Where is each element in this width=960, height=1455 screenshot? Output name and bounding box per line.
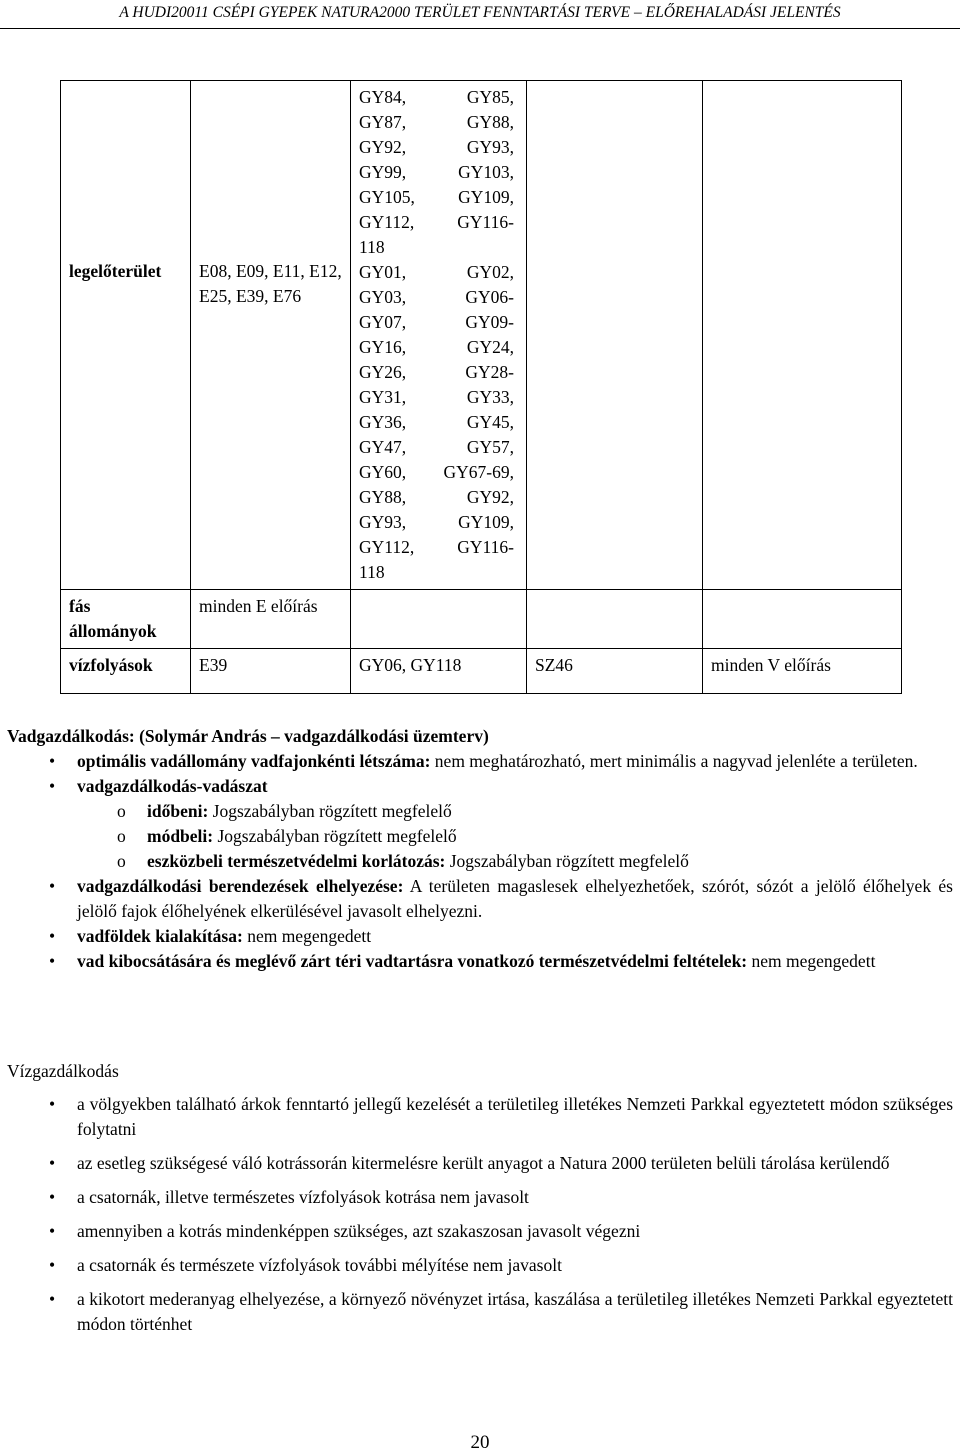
gy-legelo-row [359, 310, 514, 335]
vad-s2-text: Jogszabályban rögzített megfelelő [213, 826, 457, 846]
vad-sub-1 [7, 799, 953, 824]
gy-top-code: GY93, [466, 137, 514, 157]
gy-top-code: GY116- [457, 212, 514, 232]
viz-label: vízfolyások [69, 655, 153, 675]
viz-item-text: a kikotort mederanyag elhelyezése, a környező növényzet irtása, kaszálása a területileg illetékes Nemzeti Parkkal egyeztetett módon történhet [77, 1289, 953, 1334]
vad-b5-bold: vad kibocsátására és meglévő zárt téri vadtartásra vonatkozó természetvédelmi feltételek: [77, 951, 748, 971]
gy-legelo-code: GY112, [359, 537, 415, 557]
vad-s3-bold: eszközbeli természetvédelmi korlátozás: [147, 851, 446, 871]
vad-section [7, 724, 953, 974]
viz-list-item [7, 1185, 953, 1210]
gy-legelo-code: GY28- [465, 362, 514, 382]
gy-top-code: GY109, [458, 187, 514, 207]
gy-top-code: GY103, [458, 162, 514, 182]
sub-bullet-icon: o [117, 851, 126, 871]
gy-legelo-code: GY03, [359, 287, 407, 307]
bullet-icon: • [49, 1187, 56, 1207]
gy-legelo-row [359, 460, 514, 485]
legelo-label-cell [61, 81, 191, 590]
gy-legelo-code: 118 [359, 562, 385, 582]
vad-b3-bold: vadgazdálkodási berendezések elhelyezése: [77, 876, 404, 896]
empty-cell-4 [527, 81, 703, 590]
gy-top-code: GY112, [359, 212, 415, 232]
vad-bullet-5 [7, 949, 953, 974]
gy-top-row [359, 185, 514, 210]
gy-top-list [359, 85, 514, 260]
gy-legelo-code: GY09- [465, 312, 514, 332]
gy-top-row [359, 110, 514, 135]
bullet-icon: • [49, 1153, 56, 1173]
vad-bullet-2 [7, 774, 953, 799]
header-rule [0, 28, 960, 29]
gy-legelo-row [359, 510, 514, 535]
vad-s1-bold: időbeni: [147, 801, 209, 821]
gy-legelo-row [359, 560, 514, 585]
gy-legelo-row [359, 260, 514, 285]
gy-legelo-code: GY88, [359, 487, 407, 507]
viz-list-item [7, 1219, 953, 1244]
gy-legelo-code: GY36, [359, 412, 407, 432]
gy-legelo-code: GY07, [359, 312, 407, 332]
gy-legelo-code: GY67-69, [443, 462, 514, 482]
gy-legelo-code: GY16, [359, 337, 407, 357]
vad-sub-3 [7, 849, 953, 874]
gy-top-row [359, 85, 514, 110]
gy-legelo-row [359, 410, 514, 435]
viz-col4: SZ46 [535, 655, 573, 675]
legelo-codes-cell [191, 81, 351, 590]
gy-legelo-code: GY31, [359, 387, 407, 407]
gy-legelo-row [359, 385, 514, 410]
viz-col5-cell [703, 649, 902, 694]
gy-legelo-code: GY06- [465, 287, 514, 307]
gy-legelo-code: GY02, [466, 262, 514, 282]
vad-heading: Vadgazdálkodás: (Solymár András – vadgazdálkodási üzemterv) [7, 726, 489, 746]
gy-legelo-row [359, 360, 514, 385]
viz-label-cell [61, 649, 191, 694]
gy-legelo-row [359, 485, 514, 510]
fas-codes: minden E előírás [199, 596, 318, 616]
gy-top-row [359, 210, 514, 235]
sub-bullet-icon: o [117, 826, 126, 846]
bullet-icon: • [49, 751, 56, 771]
bullet-icon: • [49, 1255, 56, 1275]
viz-col2-cell [191, 649, 351, 694]
gy-top-code: GY92, [359, 137, 407, 157]
page-number: 20 [470, 1432, 490, 1453]
gy-legelo-code: GY33, [466, 387, 514, 407]
gy-top-code: GY87, [359, 112, 407, 132]
viz-col3-cell [351, 649, 527, 694]
vad-b3-text: A területen magaslesek elhelyezhetőek, szórót, sózót a jelölő élőhelyek és jelölő fajok élőhelyének elkerülésével javasolt elhelyezni. [77, 876, 953, 921]
fas-cell-4 [527, 590, 703, 649]
fas-cell-3 [351, 590, 527, 649]
viz-list [7, 1092, 953, 1337]
vad-sub-2 [7, 824, 953, 849]
gy-legelo-code: GY45, [466, 412, 514, 432]
gy-top-row [359, 235, 514, 260]
gy-list-cell [351, 81, 527, 590]
vad-b5-text: nem megengedett [747, 951, 876, 971]
viz-col3: GY06, GY118 [359, 655, 462, 675]
measures-table [60, 80, 902, 694]
fas-codes-cell [191, 590, 351, 649]
vad-s1-text: Jogszabályban rögzített megfelelő [208, 801, 452, 821]
gy-top-code: GY84, [359, 87, 407, 107]
gy-legelo-code: GY116- [457, 537, 514, 557]
bullet-icon: • [49, 926, 56, 946]
vad-b1-bold: optimális vadállomány vadfajonkénti létszáma: [77, 751, 431, 771]
vad-s3-text: Jogszabályban rögzített megfelelő [445, 851, 689, 871]
gy-legelo-row [359, 435, 514, 460]
vad-b4-text: nem megengedett [242, 926, 372, 946]
viz-item-text: amennyiben a kotrás mindenképpen szükséges, azt szakaszosan javasolt végezni [77, 1221, 641, 1241]
gy-legelo-code: GY47, [359, 437, 407, 457]
vad-b2-bold: vadgazdálkodás-vadászat [77, 776, 268, 796]
viz-col4-cell [527, 649, 703, 694]
viz-item-text: a csatornák és természete vízfolyások további mélyítése nem javasolt [77, 1255, 562, 1275]
vad-bullet-3 [7, 874, 953, 924]
bullet-icon: • [49, 1221, 56, 1241]
vad-s2-bold: módbeli: [147, 826, 214, 846]
gy-top-code: 118 [359, 237, 385, 257]
viz-list-item [7, 1151, 953, 1176]
viz-heading: Vízgazdálkodás [7, 1061, 119, 1081]
sub-bullet-icon: o [117, 801, 126, 821]
gy-legelo-list [359, 260, 514, 585]
bullet-icon: • [49, 876, 56, 896]
gy-legelo-code: GY92, [466, 487, 514, 507]
fas-label: fás állományok [69, 596, 157, 641]
gy-legelo-code: GY93, [359, 512, 407, 532]
empty-cell-5 [703, 81, 902, 590]
vad-bullet-1 [7, 749, 953, 774]
gy-top-row [359, 135, 514, 160]
gy-top-code: GY88, [466, 112, 514, 132]
gy-legelo-code: GY26, [359, 362, 407, 382]
bullet-icon: • [49, 776, 56, 796]
gy-legelo-code: GY01, [359, 262, 407, 282]
bullet-icon: • [49, 1094, 56, 1114]
gy-legelo-code: GY57, [466, 437, 514, 457]
legelo-label: legelőterület [69, 261, 162, 281]
gy-legelo-code: GY24, [466, 337, 514, 357]
fas-cell-5 [703, 590, 902, 649]
gy-legelo-row [359, 285, 514, 310]
viz-item-text: az esetleg szükségesé váló kotrássorán kitermelésre került anyagot a Natura 2000 területen belüli tárolása kerülendő [77, 1153, 890, 1173]
viz-list-item [7, 1092, 953, 1142]
bullet-icon: • [49, 1289, 56, 1309]
bullet-icon: • [49, 951, 56, 971]
viz-section [7, 1059, 953, 1346]
viz-col2: E39 [199, 655, 228, 675]
fas-label-cell [61, 590, 191, 649]
gy-top-code: GY99, [359, 162, 407, 182]
gy-top-code: GY105, [359, 187, 415, 207]
header-title: A HUDI20011 CSÉPI GYEPEK NATURA2000 TERÜLET FENNTARTÁSI TERVE – ELŐREHALADÁSI JELENTÉS [119, 4, 841, 21]
vad-b4-bold: vadföldek kialakítása: [77, 926, 243, 946]
gy-legelo-row [359, 335, 514, 360]
vad-b1-text: nem meghatározható, mert minimális a nagyvad jelenléte a területen. [430, 751, 918, 771]
legelo-codes: E08, E09, E11, E12, E25, E39, E76 [199, 261, 342, 306]
gy-legelo-row [359, 535, 514, 560]
viz-list-item [7, 1287, 953, 1337]
viz-list-item [7, 1253, 953, 1278]
viz-item-text: a csatornák, illetve természetes vízfolyások kotrása nem javasolt [77, 1187, 529, 1207]
gy-legelo-code: GY60, [359, 462, 407, 482]
gy-legelo-code: GY109, [458, 512, 514, 532]
viz-col5: minden V előírás [711, 655, 831, 675]
gy-top-row [359, 160, 514, 185]
vad-bullet-4 [7, 924, 953, 949]
gy-top-code: GY85, [466, 87, 514, 107]
viz-item-text: a völgyekben található árkok fenntartó jellegű kezelését a területileg illetékes Nemzeti Parkkal egyeztetett módon szükséges folytatni [77, 1094, 953, 1139]
